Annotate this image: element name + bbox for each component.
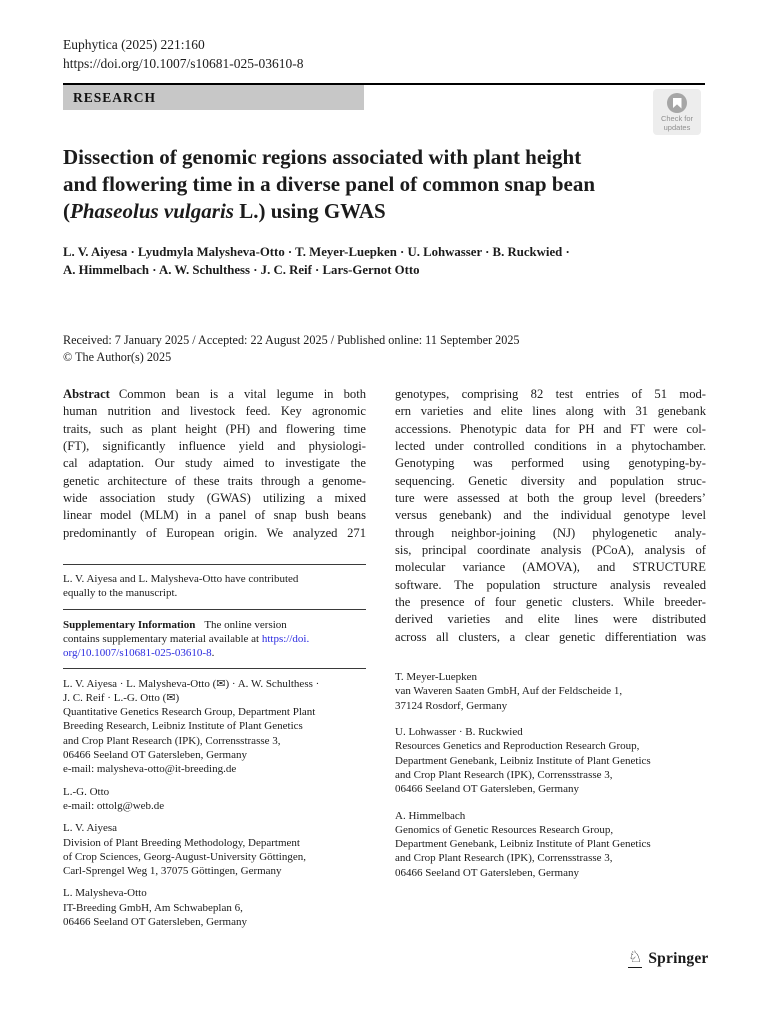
- springer-horse-icon: ♘: [628, 949, 643, 966]
- text-segment: L.) using GWAS: [233, 199, 386, 224]
- text-line: lected under controlled conditions in a phytochamber.: [395, 439, 706, 454]
- text-line: and Crop Plant Research (IPK), Corrensstrasse 3,: [395, 768, 613, 781]
- text-line: equally to the manuscript.: [63, 587, 178, 600]
- footnote-supplementary: [63, 618, 366, 661]
- journal-reference: Euphytica (2025) 221:160: [63, 37, 205, 52]
- check-updates-line2: updates: [663, 122, 691, 132]
- text-line: traits, such as plant height (PH) and flowering time: [63, 421, 366, 436]
- text-line: predominantly of European origin. We analyzed 271: [63, 525, 366, 540]
- text-line: software. The population structure analysis revealed: [395, 577, 706, 592]
- footnote-rule-1: [63, 564, 366, 565]
- text-line: L. Malysheva-Otto: [63, 887, 147, 900]
- text-line: L. V. Aiyesa: [63, 822, 117, 835]
- text-line: (FT), significantly influence yield and physiologi-: [63, 439, 366, 454]
- text-line: Resources Genetics and Reproduction Research Group,: [395, 740, 640, 753]
- text-segment: contains supplementary material available at: [63, 632, 262, 645]
- article-type-label: RESEARCH: [73, 90, 157, 105]
- text-line: across all clusters, a clear genetic differentiation was: [395, 629, 706, 644]
- text-line: 37124 Rosdorf, Germany: [395, 699, 508, 712]
- abstract-paragraph-left: [63, 386, 366, 542]
- text-line: ture were assessed at both the group level (breeders’: [395, 491, 706, 506]
- affiliation-malysheva: [63, 886, 366, 929]
- text-line: and flowering time in a diverse panel of common snap bean: [63, 172, 596, 197]
- text-line: Department Genebank, Leibniz Institute of Plant Genetics: [395, 838, 651, 851]
- text-line: and Crop Plant Research (IPK), Corrensstrasse 3,: [395, 852, 613, 865]
- text-line: 06466 Seeland OT Gatersleben, Germany: [63, 916, 247, 929]
- text-line: the presence of four genetic clusters. While breeder-: [395, 595, 706, 610]
- text-line: 06466 Seeland OT Gatersleben, Germany: [395, 783, 579, 796]
- text-line: L. V. Aiyesa and L. Malysheva-Otto have contributed: [63, 573, 299, 586]
- text-line: sequencing. Genetic diversity and population struc-: [395, 473, 706, 488]
- text-line: Breeding Research, Leibniz Institute of Plant Genetics: [63, 720, 303, 733]
- paper-title: [63, 144, 703, 226]
- text-line: versus genebank) and the individual genotype level: [395, 508, 706, 523]
- crossmark-icon: [667, 93, 687, 113]
- text-line: human nutrition and livestock feed. Key agronomic: [63, 404, 366, 419]
- text-line: van Waveren Saaten GmbH, Auf der Feldscheide 1,: [395, 685, 623, 698]
- text-line: A. Himmelbach · A. W. Schulthess · J. C. Reif · Lars-Gernot Otto: [63, 263, 420, 277]
- right-column: [395, 386, 706, 880]
- article-type-banner: [63, 85, 364, 110]
- text-line: cal adaptation. Our study aimed to investigate the: [63, 456, 366, 471]
- text-line: [63, 618, 366, 632]
- affiliation-aiyesa: [63, 821, 366, 878]
- left-column: [63, 386, 366, 929]
- text-line: L.-G. Otto: [63, 785, 110, 798]
- doi-text: https://doi.org/10.1007/s10681-025-03610-8: [63, 55, 304, 71]
- text-line: through neighbor-joining (NJ) phylogenetic analy-: [395, 525, 706, 540]
- abstract-paragraph-right: [395, 386, 706, 646]
- footnote-contribution: [63, 572, 366, 601]
- text-line: Received: 7 January 2025 / Accepted: 22 August 2025 / Published online: 11 September 2025: [63, 333, 520, 347]
- text-line: wide association study (GWAS) utilizing a mixed: [63, 491, 366, 506]
- springer-logo-text: Springer: [648, 950, 709, 967]
- text-line: [63, 198, 703, 225]
- text-line: U. Lohwasser · B. Ruckwied: [395, 726, 523, 739]
- text-line: A. Himmelbach: [395, 809, 466, 822]
- text-line: e-mail: malysheva-otto@it-breeding.de: [63, 763, 237, 776]
- text-segment: The online version: [204, 618, 287, 631]
- text-line: Carl-Sprengel Weg 1, 37075 Göttingen, Germany: [63, 865, 282, 878]
- check-updates-line1: Check for: [660, 114, 694, 123]
- doi-link[interactable]: https://doi.: [261, 632, 310, 645]
- footnote-rule-2: [63, 609, 366, 610]
- text-segment: Common bean is a vital legume in both: [118, 387, 366, 401]
- text-line: derived varieties and elite lines were distributed: [395, 612, 706, 627]
- check-updates-label: [661, 115, 693, 132]
- text-line: Department Genebank, Leibniz Institute of Plant Genetics: [395, 754, 651, 767]
- text-line: Quantitative Genetics Research Group, Department Plant: [63, 706, 316, 719]
- text-line: L. V. Aiyesa · L. Malysheva-Otto (✉) · A. W. Schulthess ·: [63, 677, 320, 690]
- text-line: IT-Breeding GmbH, Am Schwabeplan 6,: [63, 901, 243, 914]
- bookmark-icon: [673, 98, 682, 109]
- publication-history: [63, 332, 703, 365]
- text-line: Genotyping was performed using genotyping-by-: [395, 456, 706, 471]
- text-line: [63, 632, 366, 646]
- text-segment: Supplementary Information: [63, 618, 196, 631]
- author-list: [63, 243, 703, 279]
- text-line: Genomics of Genetic Resources Research Group,: [395, 823, 614, 836]
- text-line: and Crop Plant Research (IPK), Corrensstrasse 3,: [63, 734, 281, 747]
- text-line: 06466 Seeland OT Gatersleben, Germany: [63, 749, 247, 762]
- text-line: of Crop Sciences, Georg-August-University Göttingen,: [63, 850, 306, 863]
- check-for-updates-badge[interactable]: [653, 89, 701, 135]
- text-segment: .: [211, 647, 215, 660]
- text-segment: (: [63, 199, 70, 224]
- text-segment: Abstract: [63, 387, 110, 401]
- text-line: Dissection of genomic regions associated with plant height: [63, 145, 582, 169]
- text-line: J. C. Reif · L.-G. Otto (✉): [63, 691, 180, 704]
- text-line: © The Author(s) 2025: [63, 349, 172, 364]
- text-line: molecular variance (AMOVA), and STRUCTURE: [395, 560, 706, 575]
- doi-link[interactable]: org/10.1007/s10681-025-03610-8: [63, 647, 212, 660]
- affiliation-lohwasser: [395, 725, 706, 796]
- text-line: T. Meyer-Luepken: [395, 671, 478, 684]
- text-line: linear model (MLM) in a panel of snap bush beans: [63, 508, 366, 523]
- text-line: [63, 386, 366, 403]
- text-line: L. V. Aiyesa · Lyudmyla Malysheva-Otto · T. Meyer-Luepken · U. Lohwasser · B. Ruckwied ·: [63, 245, 570, 259]
- text-line: genotypes, comprising 82 test entries of 51 mod-: [395, 387, 706, 401]
- text-line: 06466 Seeland OT Gatersleben, Germany: [395, 866, 579, 879]
- text-line: Division of Plant Breeding Methodology, Department: [63, 836, 300, 849]
- footnote-rule-3: [63, 668, 366, 669]
- text-line: e-mail: ottolg@web.de: [63, 799, 165, 812]
- text-line: genetic architecture of these traits through a genome-: [63, 473, 366, 488]
- text-line: ern varieties and elite lines along with 31 genebank: [395, 404, 706, 419]
- affiliation-meyer: [395, 670, 706, 713]
- text-segment: Phaseolus vulgaris: [70, 199, 234, 224]
- affiliation-himmelbach: [395, 809, 706, 880]
- affiliation-main: [63, 677, 366, 777]
- text-line: [63, 646, 366, 660]
- affiliation-otto: [63, 785, 366, 814]
- text-line: sis, principal coordinate analysis (PCoA), analysis of: [395, 543, 706, 558]
- text-line: accessions. Phenotypic data for PH and FT were col-: [395, 421, 706, 436]
- springer-logo: [628, 949, 709, 968]
- page-header: [63, 36, 304, 73]
